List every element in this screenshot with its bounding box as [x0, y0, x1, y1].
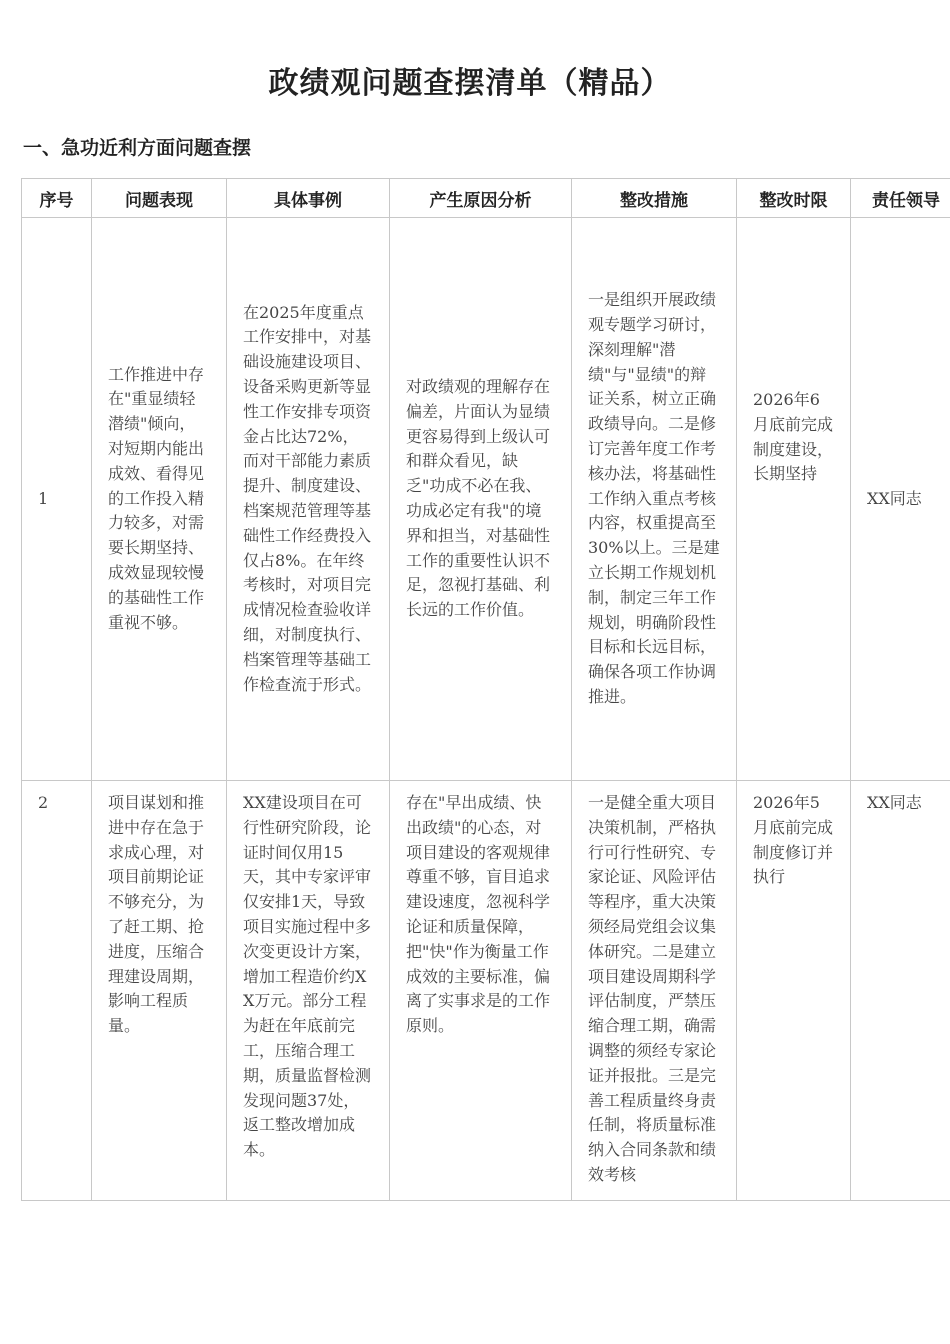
- header-leader: 责任领导: [851, 179, 950, 218]
- header-measures: 整改措施: [572, 179, 737, 218]
- header-problem: 问题表现: [92, 179, 227, 218]
- row-example: XX建设项目在可行性研究阶段，论证时间仅用15天，其中专家评审仅安排1天，导致项目实施过程中多次变更设计方案，增加工程造价约XX万元。部分工程为赶在年底前完工，压缩合理工期，质量监督检测发现问题37处，返工整改增加成本。: [227, 781, 390, 1201]
- problem-list-table: [21, 178, 950, 1201]
- row-measures: 一是组织开展政绩观专题学习研讨，深刻理解"潜绩"与"显绩"的辩证关系，树立正确政绩导向。二是修订完善年度工作考核办法，将基础性工作纳入重点考核内容，权重提高至30%以上。三是建立长期工作规划机制，制定三年工作规划，明确阶段性目标和长远目标，确保各项工作协调推进。: [572, 218, 737, 781]
- table-header-row: [22, 179, 950, 218]
- row-problem: 项目谋划和推进中存在急于求成心理，对项目前期论证不够充分，为了赶工期、抢进度，压缩合理建设周期，影响工程质量。: [92, 781, 227, 1201]
- table-row: [22, 218, 950, 781]
- table-row: [22, 781, 950, 1201]
- section-heading: 一、急功近利方面问题查摆: [23, 137, 252, 159]
- row-leader: XX同志: [851, 781, 950, 1201]
- header-cause: 产生原因分析: [390, 179, 572, 218]
- row-measures: 一是健全重大项目决策机制，严格执行可行性研究、专家论证、风险评估等程序，重大决策须经局党组会议集体研究。二是建立项目建设周期科学评估制度，严禁压缩合理工期，确需调整的须经专家论证并报批。三是完善工程质量终身责任制，将质量标准纳入合同条款和绩效考核: [572, 781, 737, 1201]
- row-deadline: 2026年6月底前完成制度建设，长期坚持: [737, 218, 851, 781]
- row-index: 2: [22, 781, 92, 1201]
- row-cause: 对政绩观的理解存在偏差，片面认为显绩更容易得到上级认可和群众看见，缺乏"功成不必在我、功成必定有我"的境界和担当，对基础性工作的重要性认识不足，忽视打基础、利长远的工作价值。: [390, 218, 572, 781]
- row-problem: 工作推进中存在"重显绩轻潜绩"倾向，对短期内能出成效、看得见的工作投入精力较多，对需要长期坚持、成效显现较慢的基础性工作重视不够。: [92, 218, 227, 781]
- header-deadline: 整改时限: [737, 179, 851, 218]
- header-index: 序号: [22, 179, 92, 218]
- row-example: 在2025年度重点工作安排中，对基础设施建设项目、设备采购更新等显性工作安排专项资金占比达72%，而对干部能力素质提升、制度建设、档案规范管理等基础性工作经费投入仅占8%。在年终考核时，对项目完成情况检查验收详细，对制度执行、档案管理等基础工作检查流于形式。: [227, 218, 390, 781]
- row-leader: XX同志: [851, 218, 950, 781]
- row-index: 1: [22, 218, 92, 781]
- document-title: 政绩观问题查摆清单（精品）: [268, 66, 672, 101]
- row-cause: 存在"早出成绩、快出政绩"的心态，对项目建设的客观规律尊重不够，盲目追求建设速度，忽视科学论证和质量保障，把"快"作为衡量工作成效的主要标准，偏离了实事求是的工作原则。: [390, 781, 572, 1201]
- header-example: 具体事例: [227, 179, 390, 218]
- row-deadline: 2026年5月底前完成制度修订并执行: [737, 781, 851, 1201]
